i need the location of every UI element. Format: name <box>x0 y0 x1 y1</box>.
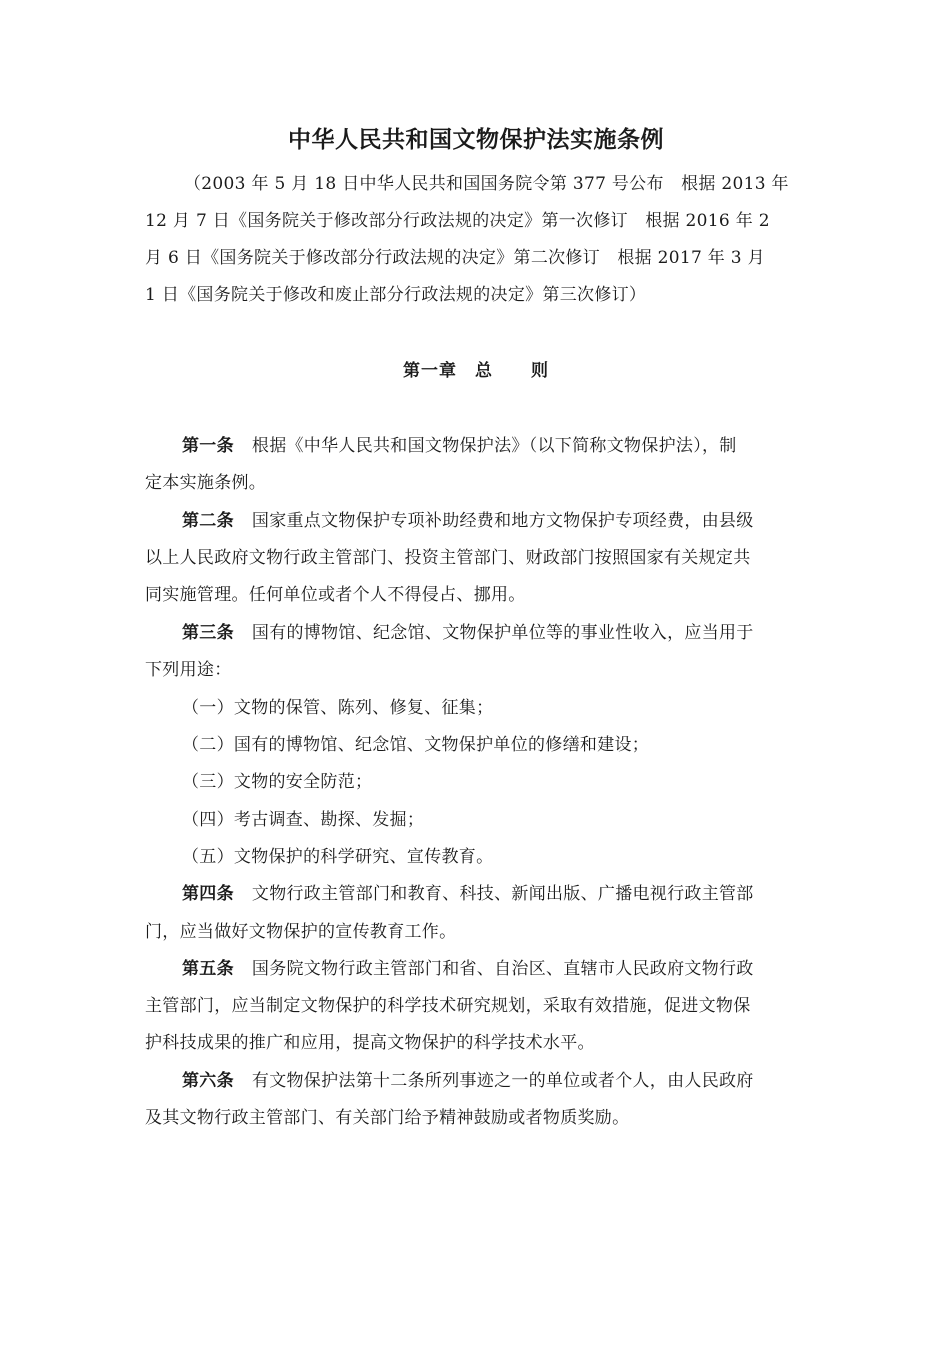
note-line-4: 1 日《国务院关于修改和废止部分行政法规的决定》第三次修订） <box>145 285 647 305</box>
note-line-1: （2003 年 5 月 18 日中华人民共和国国务院令第 377 号公布 根据 2013 年 <box>184 174 789 194</box>
chapter-heading <box>0 353 952 390</box>
note-line-3: 月 6 日《国务院关于修改部分行政法规的决定》第二次修订 根据 2017 年 3 月 <box>145 248 765 268</box>
chapter-number: 第一章 <box>403 361 457 381</box>
article-3-text: 国有的博物馆、纪念馆、文物保护单位等的事业性收入，应当用于 <box>251 623 754 643</box>
article-3-item-2: （二）国有的博物馆、纪念馆、文物保护单位的修缮和建设； <box>182 735 650 755</box>
article-3-item-1: （一）文物的保管、陈列、修复、征集； <box>182 698 494 718</box>
article-6-label: 第六条 <box>182 1071 234 1091</box>
article-3-item-4: （四）考古调查、勘探、发掘； <box>182 810 425 830</box>
article-5-line-2: 主管部门，应当制定文物保护的科学技术研究规划，采取有效措施，促进文物保 <box>145 996 751 1016</box>
article-1-first-line <box>182 428 737 465</box>
article-3-label: 第三条 <box>182 623 234 643</box>
article-3-line-2: 下列用途： <box>145 660 232 680</box>
article-3-item-3: （三）文物的安全防范； <box>182 772 373 792</box>
article-5-text: 国务院文物行政主管部门和省、自治区、直辖市人民政府文物行政 <box>251 959 754 979</box>
article-3-first-line <box>182 615 754 652</box>
article-2-line-2: 以上人民政府文物行政主管部门、投资主管部门、财政部门按照国家有关规定共 <box>145 548 751 568</box>
article-2-text: 国家重点文物保护专项补助经费和地方文物保护专项经费，由县级 <box>251 511 754 531</box>
article-4-label: 第四条 <box>182 884 234 904</box>
article-2-first-line <box>182 503 754 540</box>
article-4-first-line <box>182 876 754 913</box>
article-1-label: 第一条 <box>182 436 234 456</box>
article-2-label: 第二条 <box>182 511 234 531</box>
document-title: 中华人民共和国文物保护法实施条例 <box>288 126 664 153</box>
article-2-line-3: 同实施管理。任何单位或者个人不得侵占、挪用。 <box>145 585 526 605</box>
article-5-line-3: 护科技成果的推广和应用，提高文物保护的科学技术水平。 <box>145 1033 595 1053</box>
article-6-line-2: 及其文物行政主管部门、有关部门给予精神鼓励或者物质奖励。 <box>145 1108 630 1128</box>
chapter-name-1: 总 <box>475 361 493 381</box>
article-4-text: 文物行政主管部门和教育、科技、新闻出版、广播电视行政主管部 <box>251 884 754 904</box>
article-5-label: 第五条 <box>182 959 234 979</box>
article-1-text: 根据《中华人民共和国文物保护法》（以下简称文物保护法），制 <box>251 436 737 456</box>
note-line-2: 12 月 7 日《国务院关于修改部分行政法规的决定》第一次修订 根据 2016 年 2 <box>145 211 770 231</box>
article-1-line-2: 定本实施条例。 <box>145 473 267 493</box>
article-6-first-line <box>182 1063 754 1100</box>
article-6-text: 有文物保护法第十二条所列事迹之一的单位或者个人，由人民政府 <box>251 1071 754 1091</box>
article-3-item-5: （五）文物保护的科学研究、宣传教育。 <box>182 847 494 867</box>
article-4-line-2: 门，应当做好文物保护的宣传教育工作。 <box>145 922 457 942</box>
chapter-name-2: 则 <box>531 361 549 381</box>
article-5-first-line <box>182 951 754 988</box>
